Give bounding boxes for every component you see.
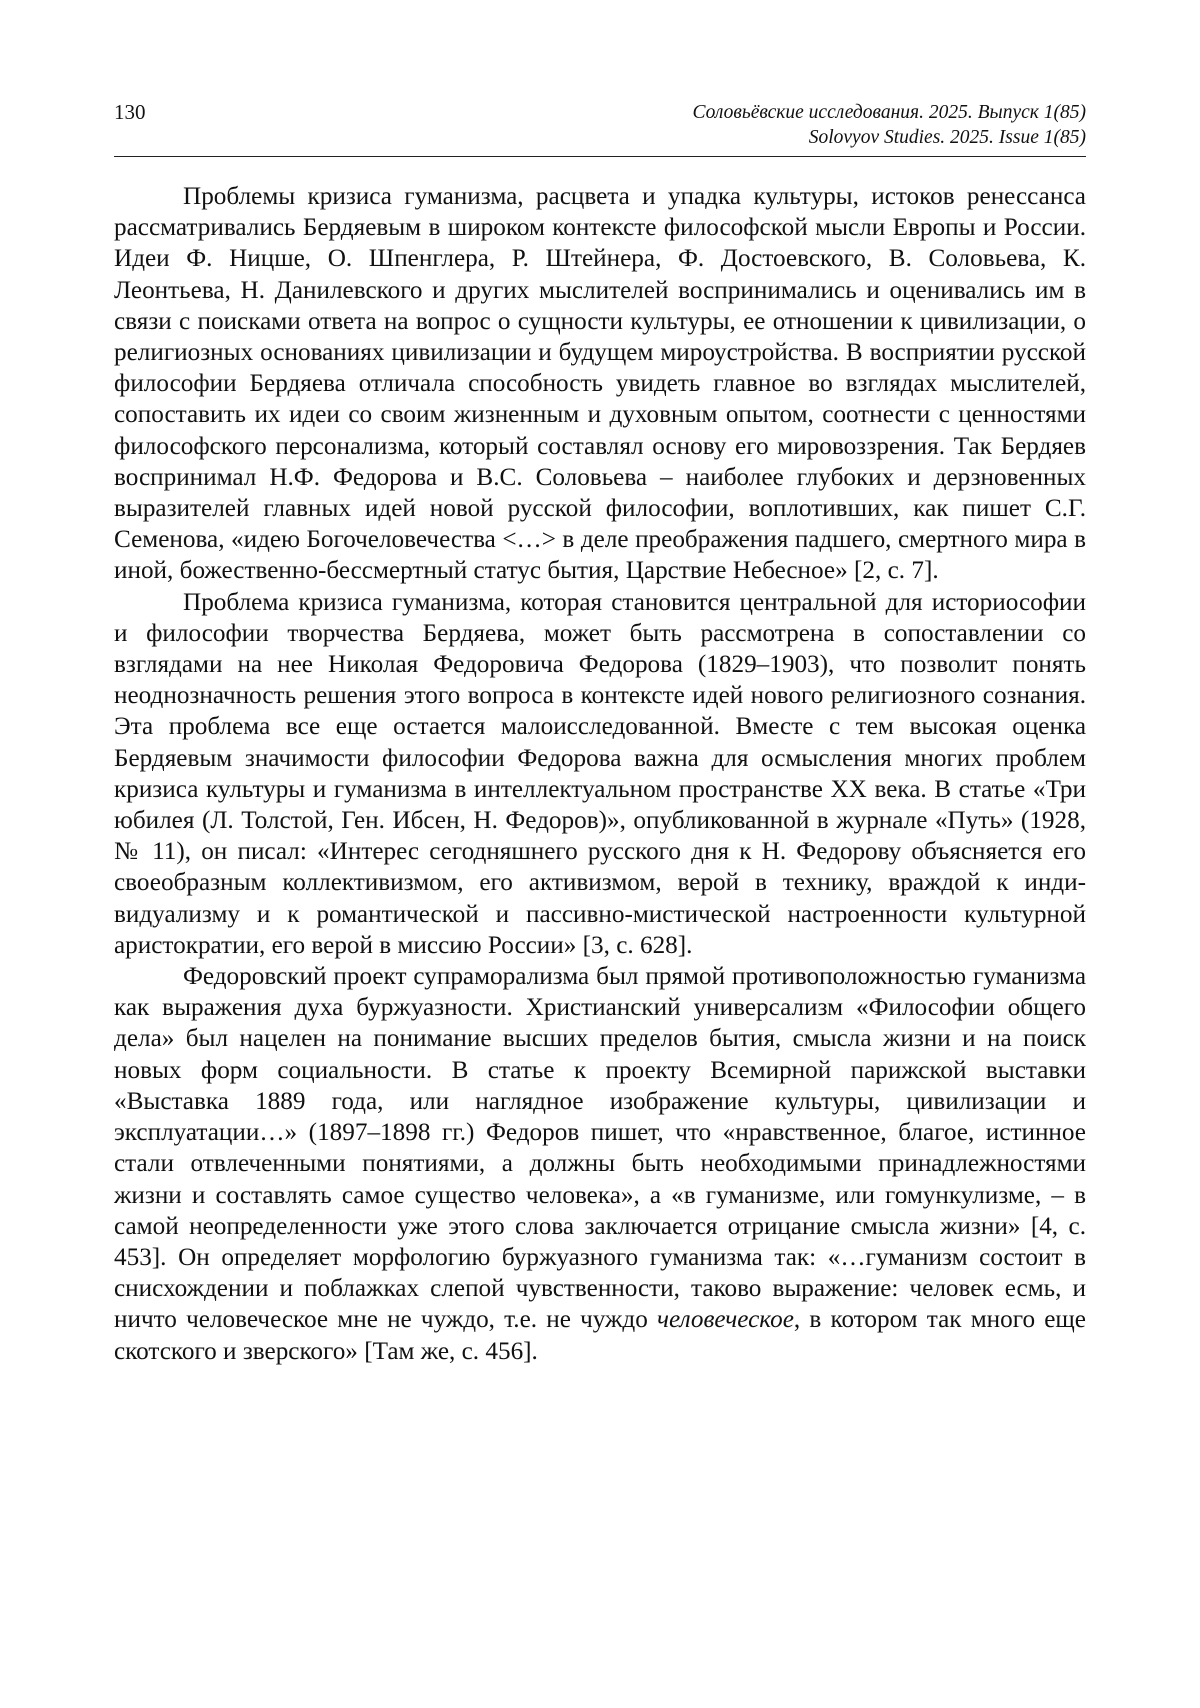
paragraph-2: Проблема кризиса гуманизма, которая становится центральной для историософии и философии творчества Бердяева, может быть рассмотрена в сопоставлении со взглядами на нее Николая Федоровича Федорова (1829–1903), что позволит понять неоднозначность решения этого вопроса в контексте идей нового религиозного сознания. Эта проблема все еще остается малоисследованной. Вместе с тем высокая оценка Бердяевым значимости философии Федорова важна для осмысления многих проблем кризиса культуры и гуманизма в интеллектуальном пространстве XX века. В статье «Три юбилея (Л. Толстой, Ген. Ибсен, Н. Федоров)», опубликованной в журнале «Путь» (1928, № 11), он писал: «Интерес сегодняшнего русского дня к Н. Федорову объясняется его своеобразным коллективизмом, его активизмом, верой в технику, враждой к индивидуализму и к романтической и пассивно-мистической настроенности культурной аристократии, его верой в миссию России» [3, с. 628]. [114,588,1086,959]
paragraph-1: Проблемы кризиса гуманизма, расцвета и упадка культуры, истоков ренессанса рассматривались Бердяевым в широком контексте философской мысли Европы и России. Идеи Ф. Ницше, О. Шпенглера, Р. Штейнера, Ф. Достоевского, В. Соловьева, К. Леонтьева, Н. Данилевского и других мыслителей воспринимались и оценивались им в связи с поисками ответа на вопрос о сущности культуры, ее отношении к цивилизации, о религиозных основаниях цивилизации и будущем мироустройства. В восприятии русской философии Бердяева отличала способность увидеть главное во взглядах мыслителей, сопоставить их идеи со своим жизненным и духовным опытом, соотнести с ценностями философского персонализма, который составлял основу его мировоззрения. Так Бердяев воспринимал Н.Ф. Федорова и В.С. Соловьева – наиболее глубоких и дерзновенных выразителей главных идей новой русской философии, воплотивших, как пишет С.Г. Семенова, «идею Богочеловечества <…> в деле преображения падшего, смертного мира в иной, божественно-бессмертный статус бытия, Царствие Небесное» [2, с. 7]. [114,183,1086,585]
journal-title-ru: Соловьёвские исследования. 2025. Выпуск 1(85) [692,102,1086,123]
paragraph-3 [114,961,1086,1367]
journal-page [114,96,1086,1367]
page-number: 130 [114,100,146,124]
paragraph-3-emphasis: человеческое [657,1306,794,1334]
article-body [114,181,1086,1367]
paragraph-3-text-after: , в котором так много еще скотского и зверского» [Там же, с. 456]. [114,1306,1086,1365]
page-header [114,96,1086,157]
paragraph-3-text-before: Федоровский проект супраморализма был прямой противоположностью гуманизма как выражения духа буржуазности. Христианский универсализм «Философии общего дела» был нацелен на понимание высших пределов бытия, смысла жизни и на поиск новых форм социальности. В статье к проекту Всемирной парижской выставки «Выставка 1889 года, или наглядное изображение культуры, цивилизации и эксплуатации…» (1897–1898 гг.) Федоров пишет, что «нравственное, благое, истинное стали отвлеченными понятиями, а должны быть необходимыми принадлежностями жизни и составлять самое существо человека», а «в гуманизме, или гомункулизме, – в самой неопределенности уже этого слова заключается отрицание смысла жизни» [4, с. 453]. Он определяет морфологию буржуазного гуманизма так: «…гуманизм состоит в снисхождении и поблажках слепой чувственности, таково выражение: человек есмь, и ничто человеческое мне не чуждо, т.е. не чуждо [114,963,1086,1334]
journal-title-en: Solovyov Studies. 2025. Issue 1(85) [808,127,1086,148]
running-head [693,100,1086,150]
